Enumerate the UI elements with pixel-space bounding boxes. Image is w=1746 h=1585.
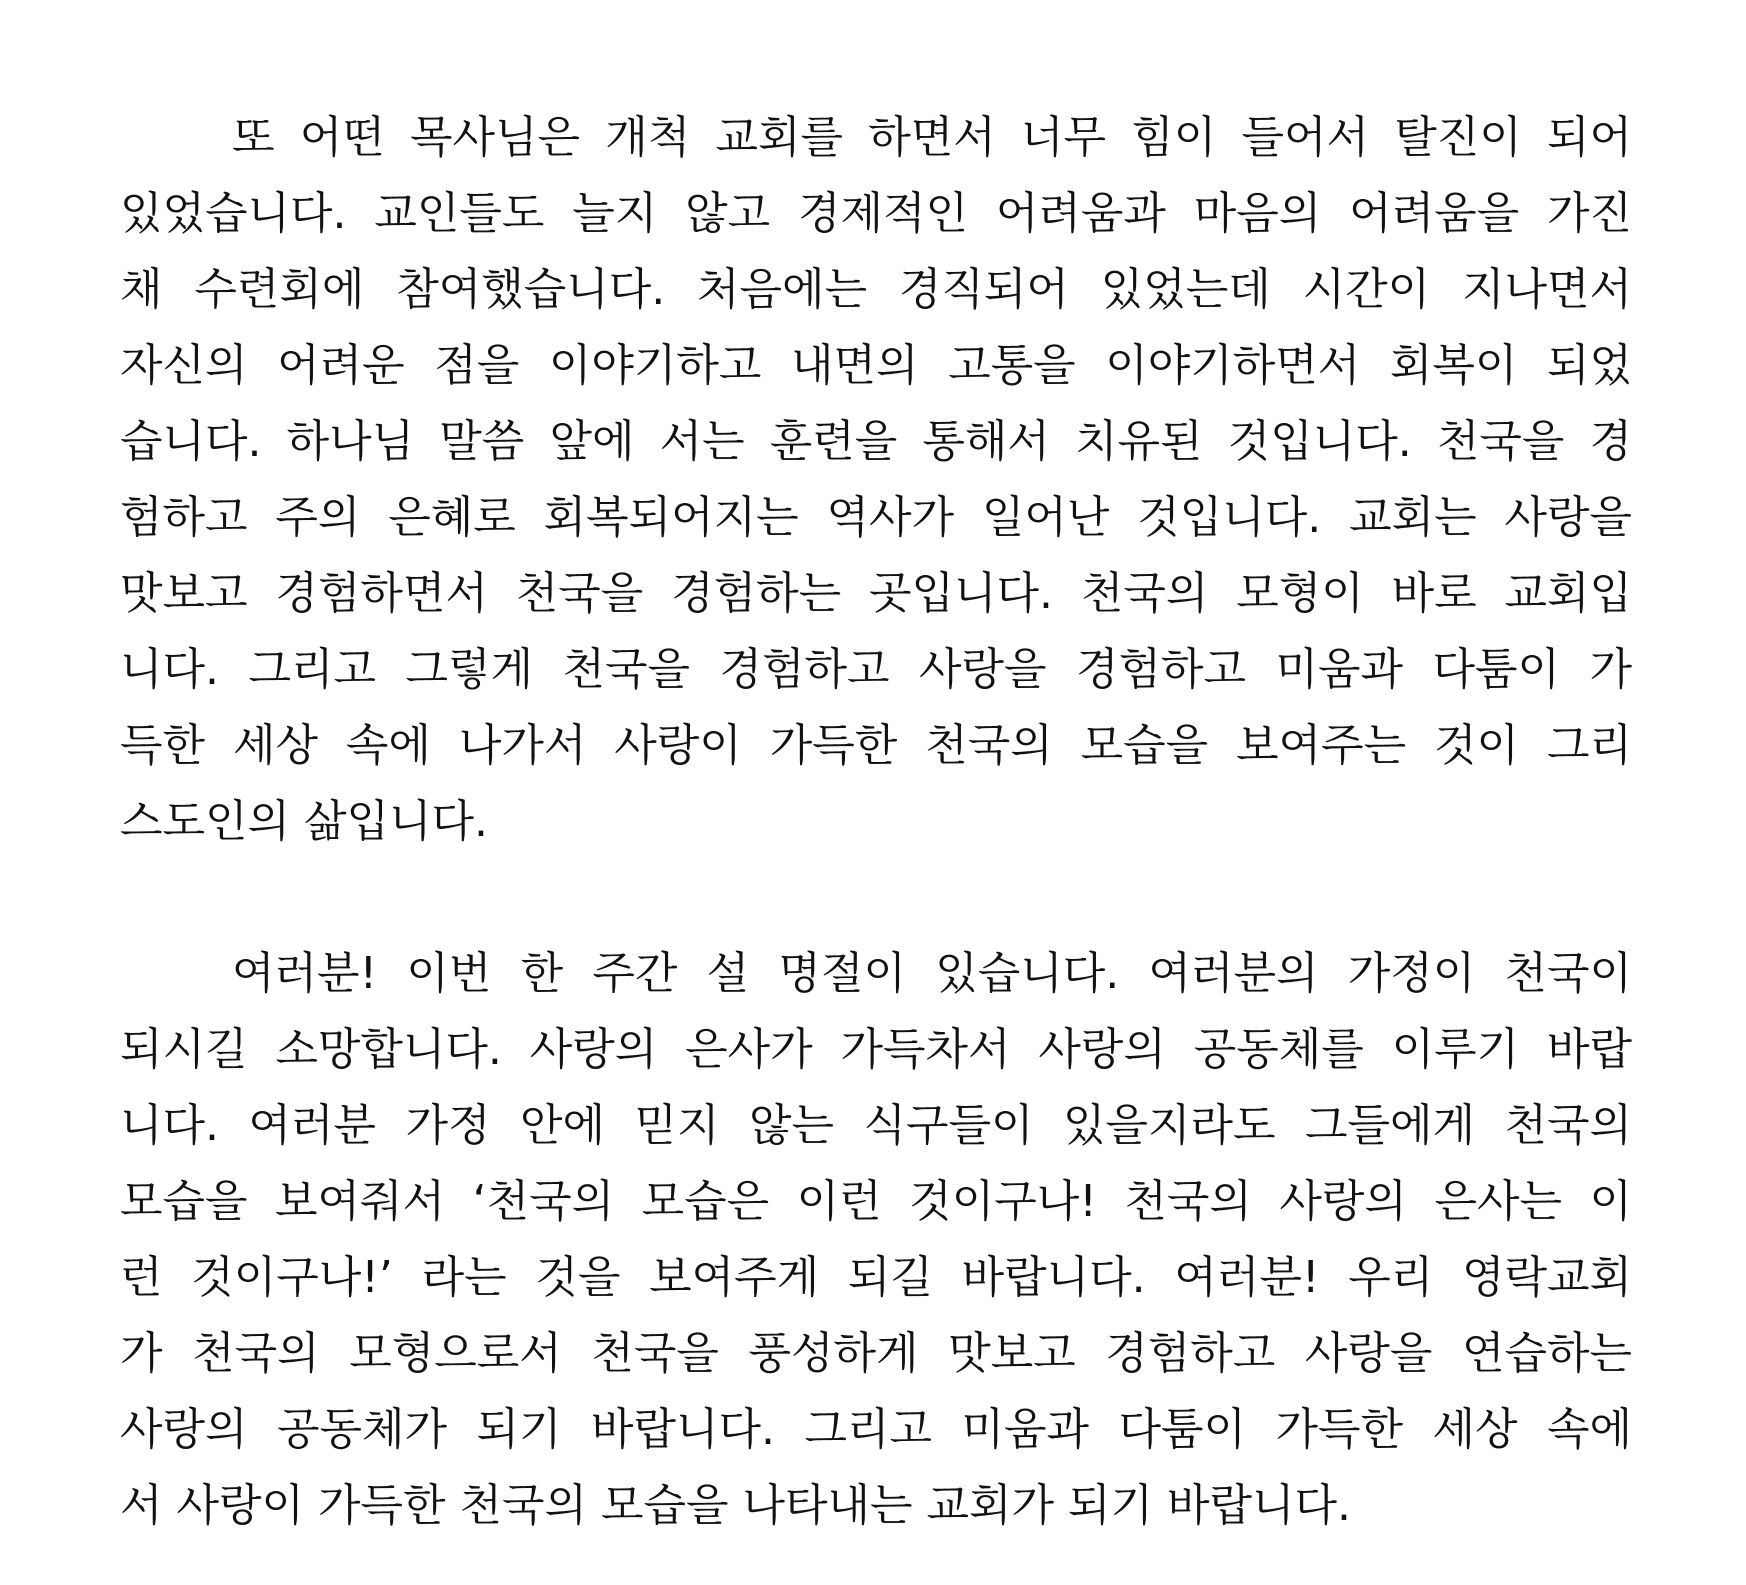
document-page	[120, 100, 1632, 1544]
paragraph-2	[120, 936, 1632, 1544]
paragraph-line: 되시길 소망합니다. 사랑의 은사가 가득차서 사랑의 공동체를 이루기 바랍	[120, 1024, 1632, 1075]
paragraph-line: 니다. 여러분 가정 안에 믿지 않는 식구들이 있을지라도 그들에게 천국의	[120, 1100, 1632, 1151]
paragraph-line: 자신의 어려운 점을 이야기하고 내면의 고통을 이야기하면서 회복이 되었	[120, 340, 1632, 391]
paragraph-line: 런 것이구나!’ 라는 것을 보여주게 되길 바랍니다. 여러분! 우리 영락교회	[120, 1252, 1632, 1303]
paragraph-line: 스도인의 삶입니다.	[120, 796, 489, 847]
paragraph-line: 여러분! 이번 한 주간 설 명절이 있습니다. 여러분의 가정이 천국이	[232, 948, 1632, 999]
paragraph-line: 또 어떤 목사님은 개척 교회를 하면서 너무 힘이 들어서 탈진이 되어	[232, 112, 1632, 163]
paragraph-line: 맛보고 경험하면서 천국을 경험하는 곳입니다. 천국의 모형이 바로 교회입	[120, 568, 1632, 619]
paragraph-line: 사랑의 공동체가 되기 바랍니다. 그리고 미움과 다툼이 가득한 세상 속에	[120, 1404, 1632, 1455]
paragraph-line: 니다. 그리고 그렇게 천국을 경험하고 사랑을 경험하고 미움과 다툼이 가	[120, 644, 1632, 695]
paragraph-line: 있었습니다. 교인들도 늘지 않고 경제적인 어려움과 마음의 어려움을 가진	[120, 188, 1632, 239]
paragraph-1	[120, 100, 1632, 860]
paragraph-line: 채 수련회에 참여했습니다. 처음에는 경직되어 있었는데 시간이 지나면서	[120, 264, 1632, 315]
paragraph-line: 험하고 주의 은혜로 회복되어지는 역사가 일어난 것입니다. 교회는 사랑을	[120, 492, 1632, 543]
paragraph-line: 습니다. 하나님 말씀 앞에 서는 훈련을 통해서 치유된 것입니다. 천국을 경	[120, 416, 1632, 467]
paragraph-line: 모습을 보여줘서 ‘천국의 모습은 이런 것이구나! 천국의 사랑의 은사는 이	[120, 1176, 1632, 1227]
paragraph-line: 득한 세상 속에 나가서 사랑이 가득한 천국의 모습을 보여주는 것이 그리	[120, 720, 1632, 771]
paragraph-line: 서 사랑이 가득한 천국의 모습을 나타내는 교회가 되기 바랍니다.	[120, 1480, 1351, 1531]
paragraph-line: 가 천국의 모형으로서 천국을 풍성하게 맛보고 경험하고 사랑을 연습하는	[120, 1328, 1632, 1379]
